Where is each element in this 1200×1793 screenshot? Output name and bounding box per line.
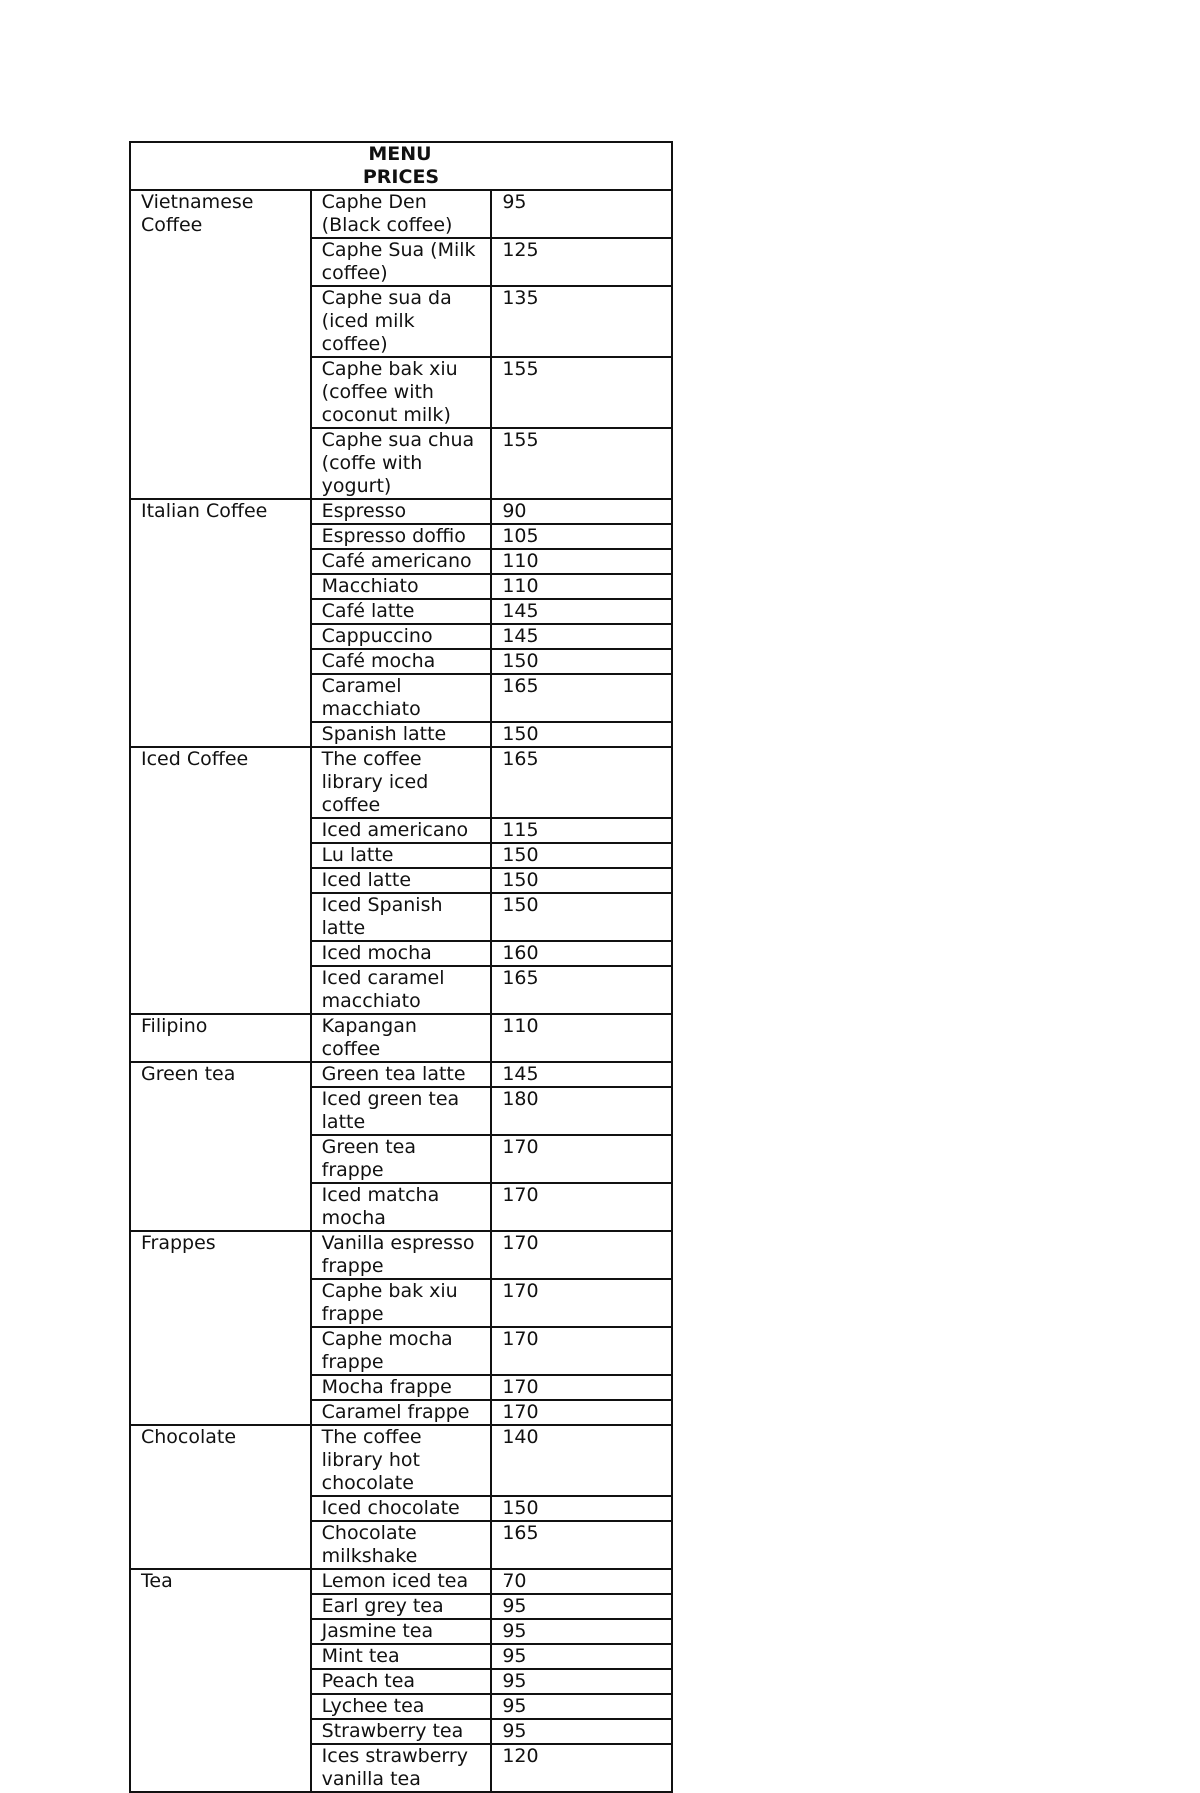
item-name: Chocolate milkshake	[311, 1521, 492, 1569]
item-price: 95	[491, 1669, 672, 1694]
item-name: Iced Spanish latte	[311, 893, 492, 941]
item-name: Vanilla espresso frappe	[311, 1231, 492, 1279]
item-name: Café mocha	[311, 649, 492, 674]
category-name: Vietnamese Coffee	[130, 190, 311, 499]
item-name: Iced mocha	[311, 941, 492, 966]
item-price: 125	[491, 238, 672, 286]
item-price: 170	[491, 1400, 672, 1425]
item-price: 170	[491, 1375, 672, 1400]
item-name: Caphe sua da (iced milk coffee)	[311, 286, 492, 357]
item-price: 110	[491, 1014, 672, 1062]
item-name: Caramel macchiato	[311, 674, 492, 722]
item-name: Caphe bak xiu frappe	[311, 1279, 492, 1327]
item-name: Earl grey tea	[311, 1594, 492, 1619]
item-name: Lu latte	[311, 843, 492, 868]
menu-item-row	[130, 190, 672, 238]
category-name: Italian Coffee	[130, 499, 311, 747]
item-name: Kapangan coffee	[311, 1014, 492, 1062]
menu-header-cell	[130, 142, 672, 190]
item-price: 95	[491, 190, 672, 238]
item-price: 160	[491, 941, 672, 966]
item-name: Iced americano	[311, 818, 492, 843]
menu-item-row	[130, 1425, 672, 1496]
item-price: 135	[491, 286, 672, 357]
item-price: 170	[491, 1327, 672, 1375]
menu-header-row	[130, 142, 672, 190]
item-name: Lemon iced tea	[311, 1569, 492, 1594]
item-name: Macchiato	[311, 574, 492, 599]
item-name: Iced chocolate	[311, 1496, 492, 1521]
menu-item-row	[130, 1014, 672, 1062]
item-name: Caphe sua chua (coffe with yogurt)	[311, 428, 492, 499]
item-price: 70	[491, 1569, 672, 1594]
category-name: Iced Coffee	[130, 747, 311, 1014]
menu-item-row	[130, 1569, 672, 1594]
item-name: Green tea frappe	[311, 1135, 492, 1183]
item-price: 145	[491, 599, 672, 624]
item-name: Iced matcha mocha	[311, 1183, 492, 1231]
item-name: Caphe Sua (Milk coffee)	[311, 238, 492, 286]
item-name: Café latte	[311, 599, 492, 624]
item-price: 150	[491, 722, 672, 747]
item-name: Caramel frappe	[311, 1400, 492, 1425]
item-price: 95	[491, 1644, 672, 1669]
item-price: 150	[491, 649, 672, 674]
item-price: 110	[491, 574, 672, 599]
item-price: 155	[491, 428, 672, 499]
category-name: Green tea	[130, 1062, 311, 1231]
item-name: Caphe bak xiu (coffee with coconut milk)	[311, 357, 492, 428]
item-price: 115	[491, 818, 672, 843]
item-name: Jasmine tea	[311, 1619, 492, 1644]
item-price: 110	[491, 549, 672, 574]
item-name: Espresso	[311, 499, 492, 524]
item-price: 155	[491, 357, 672, 428]
menu-item-row	[130, 499, 672, 524]
item-name: Ices strawberry vanilla tea	[311, 1744, 492, 1792]
item-name: Peach tea	[311, 1669, 492, 1694]
item-name: Strawberry tea	[311, 1719, 492, 1744]
item-name: Iced latte	[311, 868, 492, 893]
item-price: 170	[491, 1231, 672, 1279]
item-price: 120	[491, 1744, 672, 1792]
item-price: 150	[491, 843, 672, 868]
menu-item-row	[130, 747, 672, 818]
item-price: 170	[491, 1279, 672, 1327]
item-name: Mint tea	[311, 1644, 492, 1669]
menu-table-body	[130, 142, 672, 1792]
menu-subtitle: PRICES	[362, 166, 440, 188]
item-price: 95	[491, 1694, 672, 1719]
item-price: 180	[491, 1087, 672, 1135]
item-name: Lychee tea	[311, 1694, 492, 1719]
item-name: Caphe Den (Black coffee)	[311, 190, 492, 238]
menu-item-row	[130, 1231, 672, 1279]
category-name: Chocolate	[130, 1425, 311, 1569]
item-price: 165	[491, 747, 672, 818]
item-price: 95	[491, 1719, 672, 1744]
item-price: 145	[491, 1062, 672, 1087]
item-price: 170	[491, 1135, 672, 1183]
item-name: Green tea latte	[311, 1062, 492, 1087]
category-name: Filipino	[130, 1014, 311, 1062]
item-price: 90	[491, 499, 672, 524]
item-price: 140	[491, 1425, 672, 1496]
menu-item-row	[130, 1062, 672, 1087]
item-price: 95	[491, 1594, 672, 1619]
item-price: 165	[491, 674, 672, 722]
menu-title: MENU	[368, 143, 432, 165]
item-name: Iced caramel macchiato	[311, 966, 492, 1014]
item-price: 145	[491, 624, 672, 649]
category-name: Tea	[130, 1569, 311, 1792]
item-price: 165	[491, 966, 672, 1014]
item-name: Iced green tea latte	[311, 1087, 492, 1135]
category-name: Frappes	[130, 1231, 311, 1425]
item-price: 165	[491, 1521, 672, 1569]
item-price: 170	[491, 1183, 672, 1231]
item-name: The coffee library iced coffee	[311, 747, 492, 818]
item-name: Café americano	[311, 549, 492, 574]
item-price: 150	[491, 1496, 672, 1521]
item-price: 105	[491, 524, 672, 549]
item-name: The coffee library hot chocolate	[311, 1425, 492, 1496]
item-name: Cappuccino	[311, 624, 492, 649]
menu-table	[129, 141, 673, 1793]
item-name: Spanish latte	[311, 722, 492, 747]
item-name: Espresso doffio	[311, 524, 492, 549]
item-name: Caphe mocha frappe	[311, 1327, 492, 1375]
item-price: 95	[491, 1619, 672, 1644]
item-name: Mocha frappe	[311, 1375, 492, 1400]
item-price: 150	[491, 893, 672, 941]
item-price: 150	[491, 868, 672, 893]
